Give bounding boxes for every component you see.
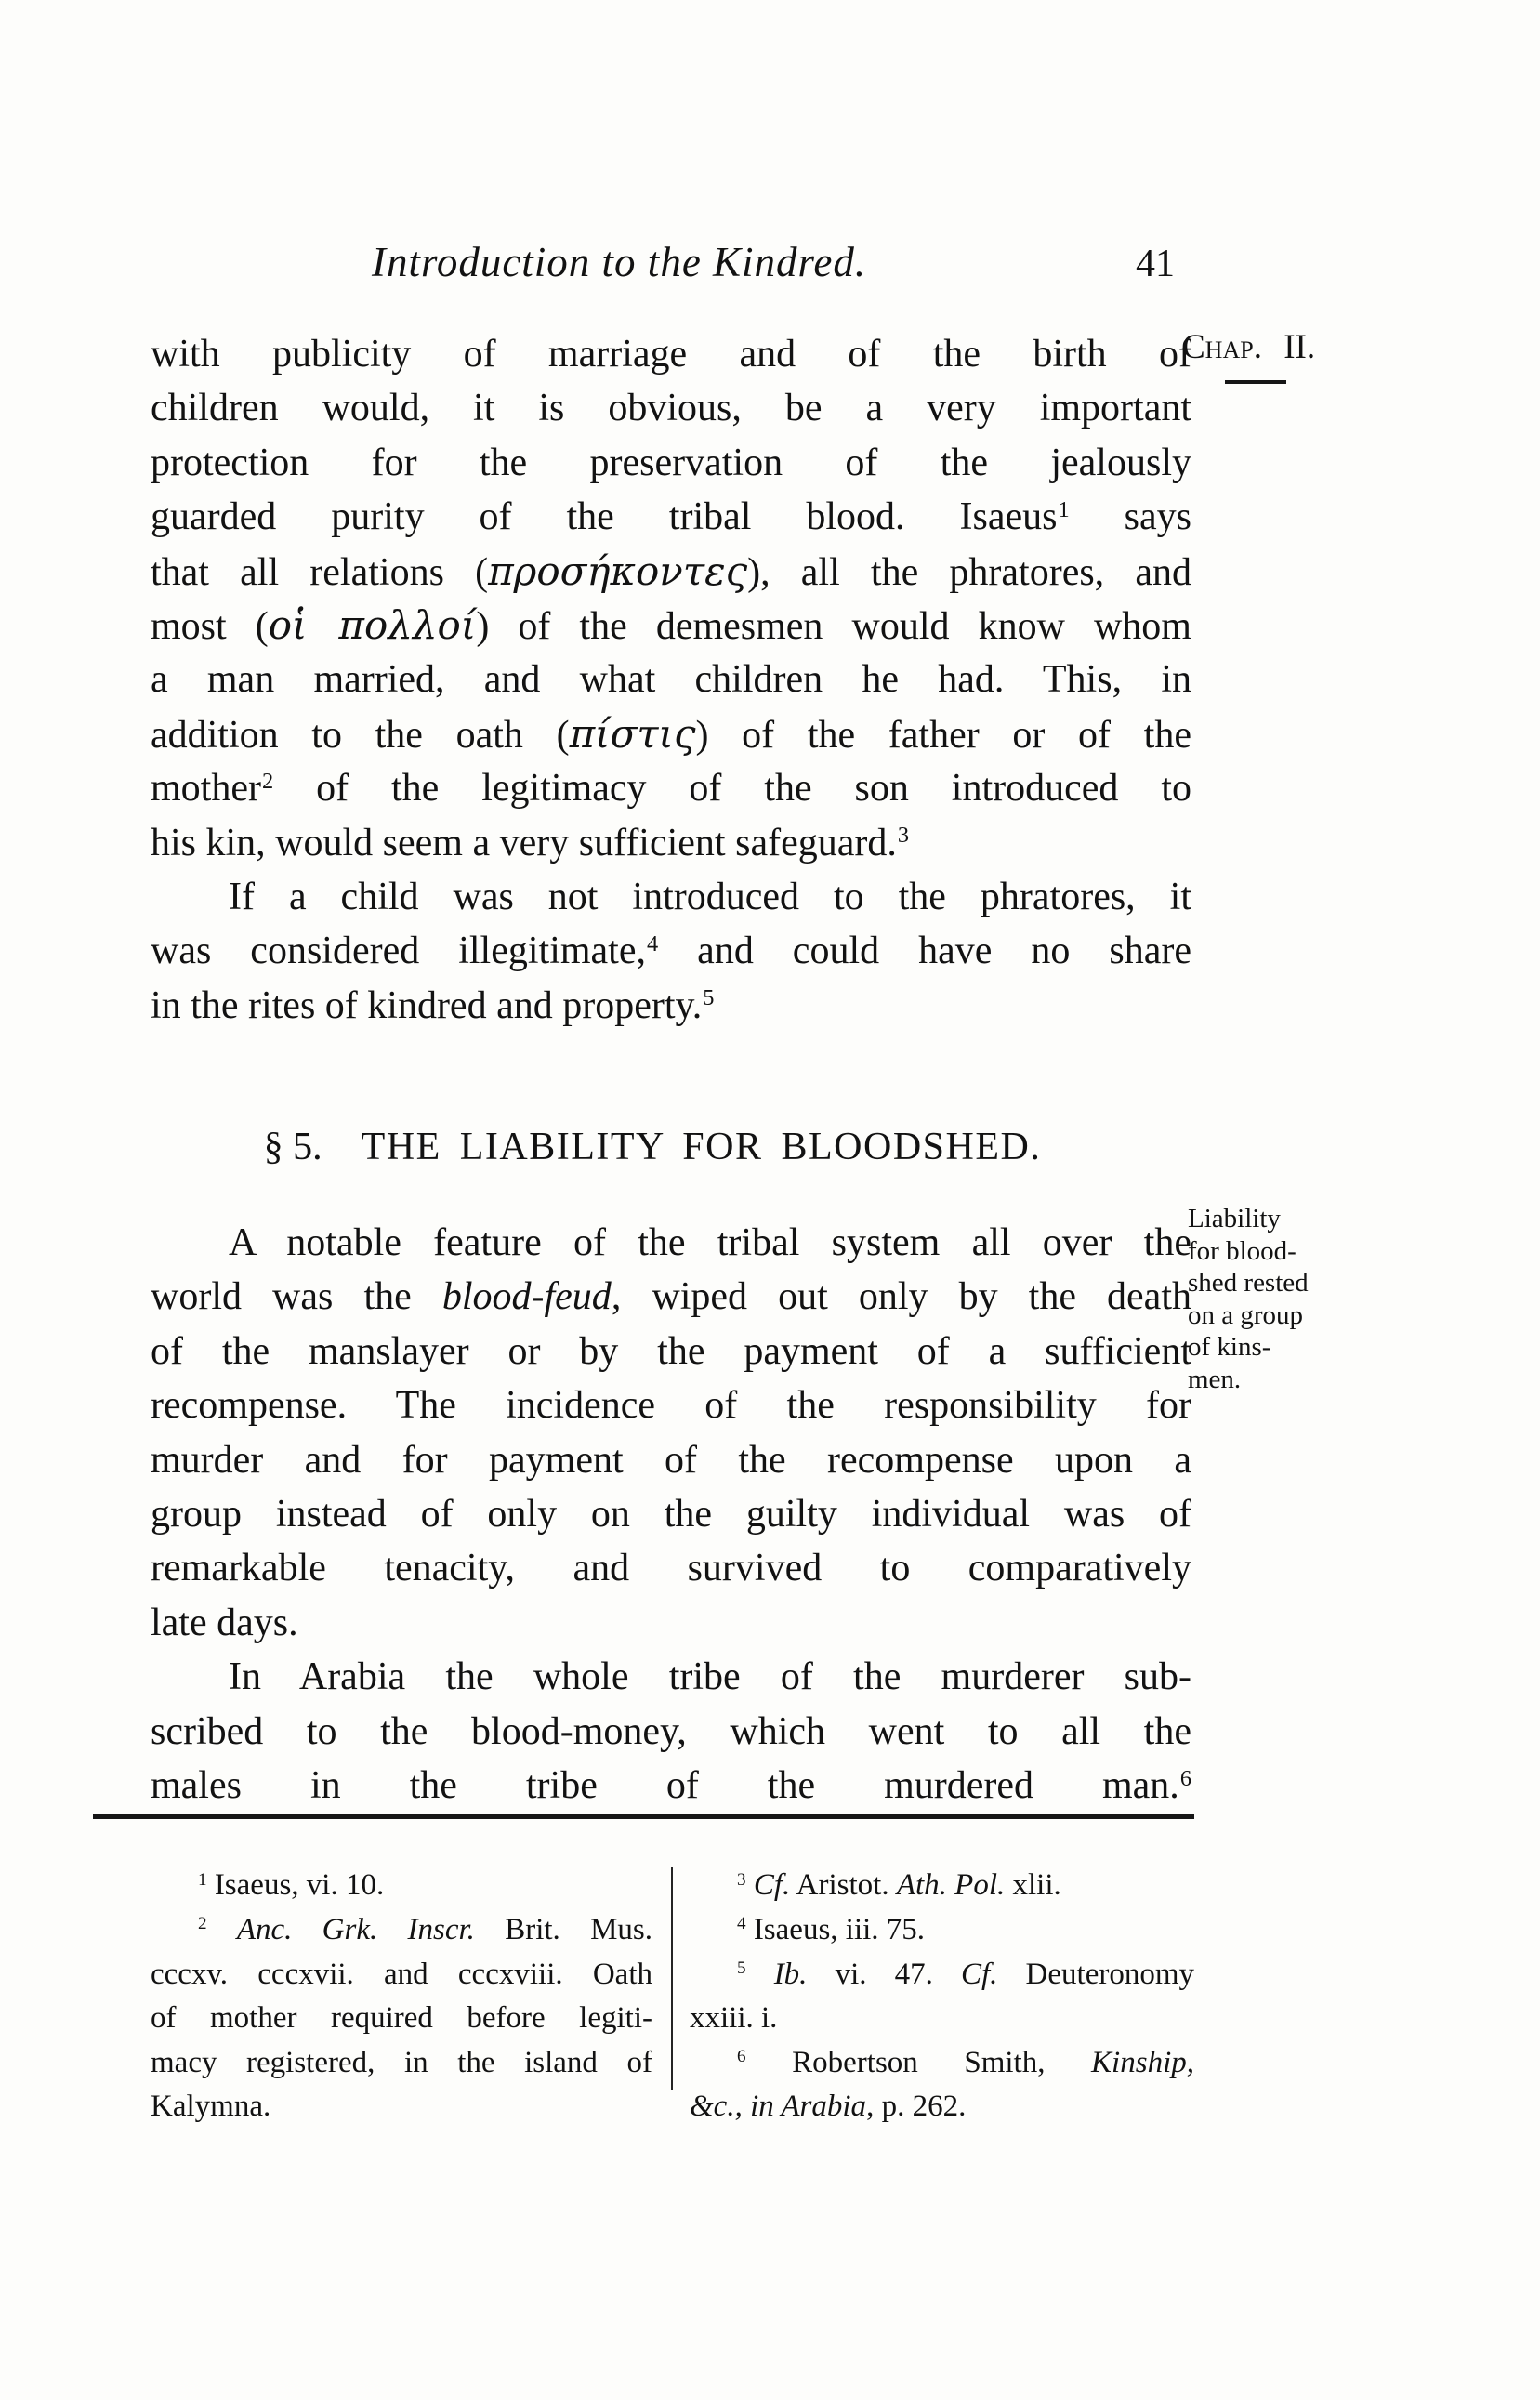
body-line [151,816,1191,870]
margin-note-line: men. [1188,1364,1242,1394]
text-segment: group instead of only on the guilty individual was of [151,1493,1191,1536]
text-segment: Ib. [773,1957,808,1991]
text-segment: Cf. [753,1868,791,1903]
footnote-line [690,1864,1194,1908]
margin-note-chapter: Chap. II. [1182,328,1316,366]
footnote-rule [93,1814,1194,1819]
body-line [151,1270,1191,1324]
text-segment: children would, it is obvious, be a very important [151,387,1191,430]
body-line [151,707,1191,761]
text-segment: macy registered, in the island of [151,2045,652,2079]
body-line [151,1216,1191,1270]
text-segment: Isaeus, vi. 10. [206,1868,385,1903]
footnote-line [151,1864,652,1908]
footnote-line [690,2041,1194,2086]
text-segment [746,1958,774,1991]
margin-note-line: of kins- [1188,1332,1271,1363]
footnote-marker: 2 [198,1914,207,1934]
margin-note-liability [1188,1203,1467,1396]
text-segment: If a child was not introduced to the phratores, it [229,875,1191,918]
footnote-marker: 2 [261,768,274,794]
text-segment: Ath. Pol. [896,1868,1006,1903]
text-segment: In Arabia the whole tribe of the murderer sub- [229,1655,1191,1699]
text-segment: cccxv. cccxvii. and cccxviii. Oath [151,1957,652,1991]
text-segment: late days. [151,1601,298,1644]
text-segment: οἱ πολλοί [268,601,477,648]
body-line [151,436,1191,490]
body-line [151,1759,1191,1813]
text-segment: ) of the demesmen would know whom [476,604,1191,648]
text-segment: A notable feature of the tribal system all over the [229,1221,1191,1265]
footnote-line [151,1997,652,2041]
footnote-column-right [690,1864,1194,2130]
footnote-marker: 6 [1179,1765,1191,1791]
body-line [151,1325,1191,1378]
body-line [151,870,1191,924]
text-segment: remarkable tenacity, and survived to comparatively [151,1547,1191,1590]
footnote-marker: 4 [737,1914,746,1934]
body-line [151,1487,1191,1541]
footnote-divider [671,1867,673,2090]
text-segment: that all relations ( [151,550,489,594]
text-segment: Anc. Grk. Inscr. [236,1912,475,1946]
body-line [151,490,1191,544]
text-segment: ) of the father or of the [695,713,1191,757]
text-segment: addition to the oath ( [151,713,570,757]
footnote-line [151,1908,652,1953]
body-line [151,1433,1191,1487]
chapter-rule [1225,380,1286,384]
text-segment: protection for the preservation of the jealously [151,441,1191,484]
footnote-marker: 5 [737,1958,746,1979]
text-segment: in the rites of kindred and property. [151,983,703,1027]
body-line [151,1705,1191,1759]
text-segment: Brit. Mus. [474,1912,653,1946]
text-segment: says [1069,495,1191,539]
text-segment: of the manslayer or by the payment of a sufficient [151,1329,1191,1373]
footnote-marker: 3 [897,823,910,849]
running-header-title: Introduction to the Kindred. [372,239,867,285]
text-segment: Deuteronomy [997,1957,1194,1991]
text-segment: most ( [151,604,269,648]
text-segment: and could have no share [658,930,1191,973]
text-segment: , wiped out only by the death [611,1275,1191,1319]
footnote-marker: 1 [1058,496,1070,522]
text-segment: , p. 262. [866,2090,967,2124]
text-segment: blood-feud [441,1275,612,1319]
text-segment: scribed to the blood-money, which went to all the [151,1709,1191,1753]
text-segment [746,1868,754,1902]
text-segment: Aristot. [790,1868,897,1903]
text-segment: Cf. [960,1957,998,1991]
body-line [151,979,1191,1033]
paragraph [151,870,1191,1033]
text-segment: vi. 47. [807,1957,961,1991]
text-segment: of mother required before legiti- [151,2001,652,2036]
text-segment: a man married, and what children he had. This, in [151,658,1191,702]
body-line [151,381,1191,435]
body-line [151,924,1191,978]
margin-note-line: shed rested [1188,1268,1309,1299]
text-segment: πίστις [569,710,696,757]
text-segment: mother [151,767,261,811]
text-segment: xlii. [1005,1868,1061,1903]
footnote-line [151,2041,652,2086]
footnote-line [690,1953,1194,1998]
text-segment: Robertson Smith, [745,2045,1092,2079]
section-title: THE LIABILITY FOR BLOODSHED. [361,1126,1042,1169]
section-heading [151,1120,1191,1174]
text-segment: guarded purity of the tribal blood. Isaeus [151,495,1058,539]
text-segment: &c., in Arabia [690,2090,867,2124]
text-segment: world was the [151,1275,442,1319]
footnote-line [690,1997,1194,2041]
text-segment: was considered illegitimate, [151,930,646,973]
paragraph [151,1650,1191,1813]
body-line [151,1541,1191,1595]
text-segment [207,1913,237,1946]
footnote-marker: 3 [737,1869,746,1890]
margin-note-line: Liability [1188,1204,1281,1233]
text-segment: murder and for payment of the recompense upon a [151,1438,1191,1482]
footnote-marker: 1 [198,1869,207,1890]
footnote-line [690,1908,1194,1953]
body-line [151,1378,1191,1432]
body-line [151,599,1191,653]
margin-note-line: for blood- [1188,1235,1296,1266]
text-segment: xxiii. i. [690,2001,778,2036]
footnote-line [151,2085,652,2130]
text-segment: προσήκοντες [488,547,748,594]
text-segment: Kinship, [1091,2045,1194,2079]
text-segment: males in the tribe of the murdered man. [151,1763,1179,1807]
text-column [151,327,1194,2143]
body-line [151,761,1191,815]
text-segment: Isaeus, iii. 75. [745,1912,926,1946]
text-segment: with publicity of marriage and of the birth of [151,333,1191,376]
footnote-marker: 6 [737,2047,746,2067]
text-segment: Kalymna. [151,2090,271,2124]
footnotes [151,1864,1194,2143]
text-segment: ), all the phratores, and [747,550,1191,594]
footnote-column-left [151,1864,652,2130]
body-line [151,1650,1191,1704]
text-segment: his kin, would seem a very sufficient safeguard. [151,821,897,864]
page-number: 41 [1136,243,1175,285]
body-line [151,1596,1191,1650]
body-line [151,327,1191,381]
margin-note-line: on a group [1188,1299,1304,1330]
body-line [151,653,1191,706]
text-segment: recompense. The incidence of the responsibility for [151,1384,1191,1428]
paragraph [151,1216,1191,1650]
section-number: § 5. [263,1126,322,1169]
paragraph [151,327,1191,870]
footnote-marker: 5 [703,985,715,1011]
footnote-line [151,1953,652,1998]
text-segment: of the legitimacy of the son introduced to [273,767,1191,811]
body-line [151,545,1191,599]
footnote-marker: 4 [647,930,659,956]
footnote-line [690,2085,1194,2130]
